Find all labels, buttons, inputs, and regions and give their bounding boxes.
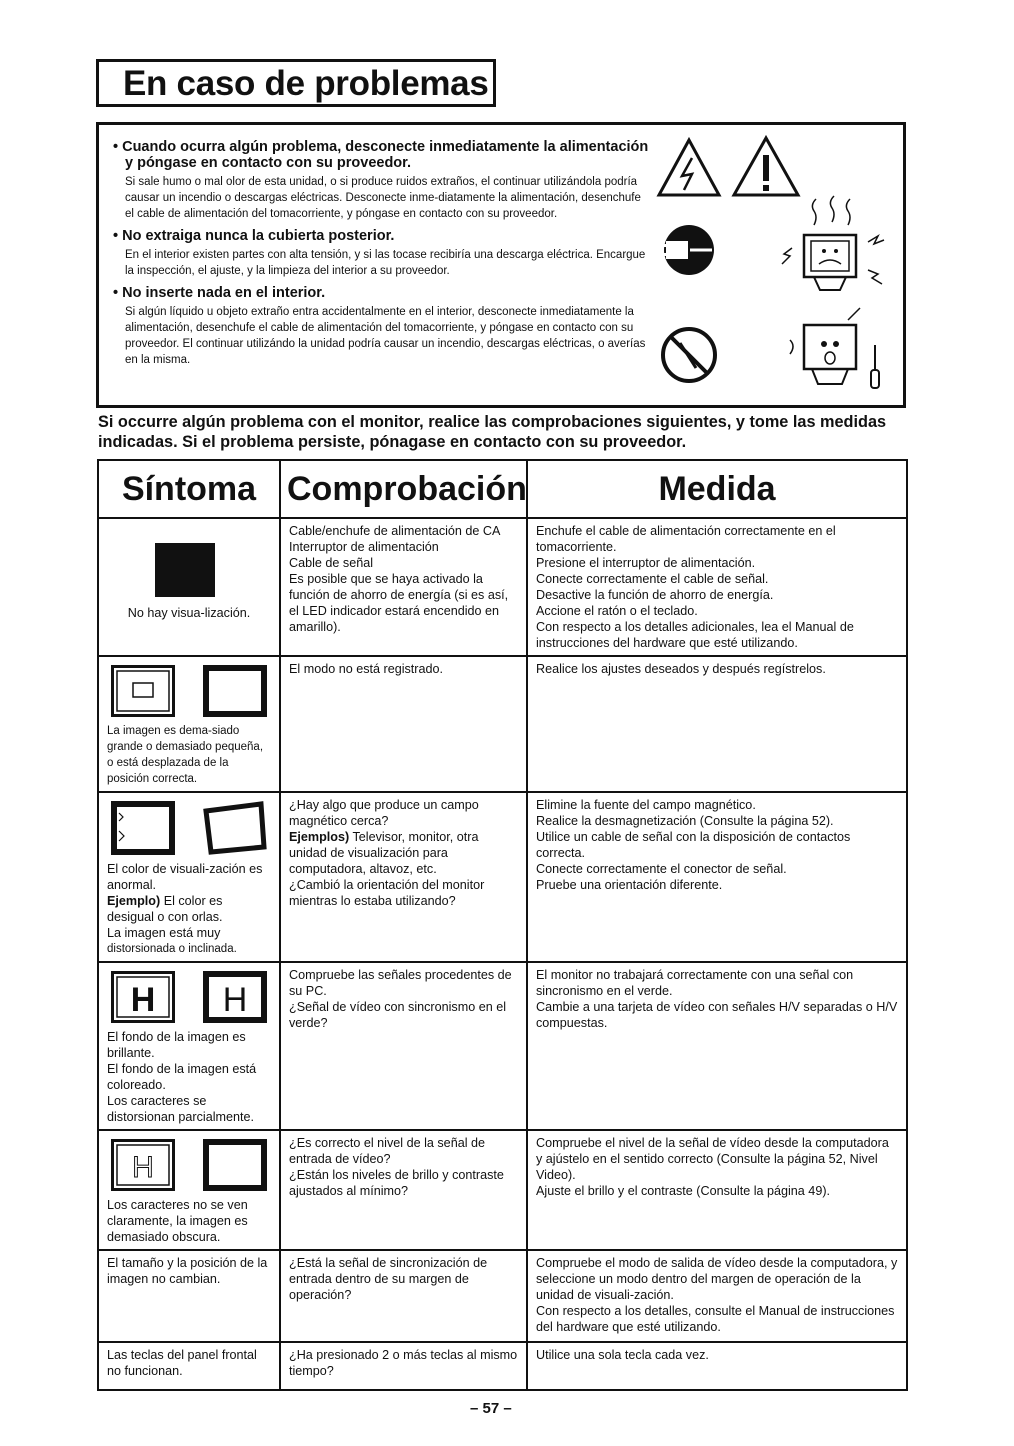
check-item: Es posible que se haya activado la función de ahorro de energía (si es así, el LED indicador estará encendido en amarillo). [289, 572, 509, 634]
action-cell [527, 656, 907, 792]
action-item: Con respecto a los detalles, consulte el Manual de instrucciones del hardware que esté utilizando. [536, 1304, 895, 1334]
symptom-text: No hay visua-lización. [127, 606, 251, 620]
warning-list [111, 139, 651, 374]
header-check: Comprobación [280, 460, 527, 518]
table-row [98, 962, 907, 1130]
table-header-row [98, 460, 907, 518]
table-row [98, 518, 907, 656]
dark-screen-icon [203, 1139, 267, 1191]
large-image-screen-icon [203, 665, 267, 717]
symptom-cell [98, 1342, 280, 1390]
small-image-screen-icon [111, 665, 175, 717]
action-cell [527, 1250, 907, 1342]
check-item: El modo no está registrado. [289, 662, 444, 676]
warning-illustrations [654, 130, 902, 405]
blurry-characters-screen-icon [111, 1139, 175, 1191]
symptom-icons [111, 801, 271, 855]
symptom-cell [98, 518, 280, 656]
check-item: ¿Es correcto el nivel de la señal de entrada de vídeo? [289, 1136, 486, 1166]
screen-letter: H [130, 981, 156, 1019]
symptom-text: Las teclas del panel frontal no funcionan. [107, 1348, 257, 1378]
check-item: Compruebe las señales procedentes de su PC. [289, 968, 512, 998]
symptom-example-label: Ejemplo) [107, 894, 161, 908]
check-example: Televisor, monitor, otra unidad de visualización para computadora, altavoz, etc. [289, 830, 479, 876]
action-item: Enchufe el cable de alimentación correctamente en el tomacorriente. [536, 524, 836, 554]
check-cell [280, 1250, 527, 1342]
bright-background-screen-icon [111, 971, 175, 1023]
symptom-text: Los caracteres se distorsionan parcialmente. [107, 1094, 255, 1124]
action-item: Pruebe una orientación diferente. [536, 878, 723, 892]
symptom-icons [111, 971, 271, 1023]
symptom-cell [98, 792, 280, 962]
warning-box [96, 122, 906, 408]
table-row [98, 1250, 907, 1342]
action-item: Realice los ajustes deseados y después regístrelos. [536, 662, 826, 676]
warning-body-2: En el interior existen partes con alta tensión, y si las tocase recibiría una descarga eléctrica. Encargue la inspección, el ajuste, y la limpieza del interior a su proveedor. [125, 249, 646, 277]
action-item: Compruebe el nivel de la señal de vídeo desde la computadora y ajústelo en el sentido correcto (Consulte la página 52, Nivel Video). [536, 1136, 889, 1182]
symptom-text: El fondo de la imagen es brillante. [107, 1030, 246, 1060]
action-cell [527, 1130, 907, 1250]
action-item: Realice la desmagnetización (Consulte la página 52). [536, 814, 834, 828]
warning-body-3: Si algún líquido u objeto extraño entra accidentalmente en el interior, desconecte inmediatamente la alimentación, desenchufe el cable de alimentación del tomacorriente, y póngase en contacto con su proveedor. El continuar utilizándo la unidad podría causar un incendio, descargas eléctricas, o averías en la misma. [125, 306, 646, 366]
check-cell [280, 1342, 527, 1390]
header-action: Medida [527, 460, 907, 518]
electric-shock-warning-icon [659, 140, 719, 195]
symptom-text: El tamaño y la posición de la imagen no cambian. [107, 1256, 268, 1286]
check-item: ¿Cambió la orientación del monitor mientras lo estaba utilizando? [289, 878, 485, 908]
symptom-cell [98, 1130, 280, 1250]
action-cell [527, 518, 907, 656]
warning-heading-2: • No extraiga nunca la cubierta posterior. [113, 228, 395, 244]
page-title-box [96, 59, 496, 107]
intro-text: Si occurre algún problema con el monitor, realice las comprobaciones siguientes, y tome las medidas indicadas. Si el problema persiste, pónagase en contacto con su proveedor. [98, 413, 887, 451]
page-number: – 57 – [470, 1400, 512, 1417]
symptom-cell [98, 1250, 280, 1342]
check-item: ¿Ha presionado 2 o más teclas al mismo tiempo? [289, 1348, 518, 1378]
colored-background-screen-icon [203, 971, 267, 1023]
action-item: Conecte correctamente el cable de señal. [536, 572, 769, 586]
check-cell [280, 656, 527, 792]
blank-screen-icon [155, 543, 215, 597]
check-item: ¿Están los niveles de brillo y contraste ajustados al mínimo? [289, 1168, 504, 1198]
action-item: Cambie a una tarjeta de vídeo con señales H/V separadas o H/V compuestas. [536, 1000, 898, 1030]
table-row [98, 792, 907, 962]
action-cell [527, 792, 907, 962]
symptom-text: Los caracteres no se ven claramente, la imagen es demasiado obscura. [107, 1198, 248, 1244]
table-row [98, 656, 907, 792]
page-title: En caso de problemas [123, 64, 489, 103]
symptom-cell [98, 656, 280, 792]
action-item: Compruebe el modo de salida de vídeo desde la computadora, y seleccione un modo dentro del margen de operación de la unidad de visuali-zación. [536, 1256, 898, 1302]
action-item: Conecte correctamente el conector de señal. [536, 862, 787, 876]
action-item: Utilice una sola tecla cada vez. [536, 1348, 709, 1362]
caution-warning-icon [734, 138, 798, 195]
tilted-image-screen-icon [203, 801, 267, 855]
warning-body-1: Si sale humo o mal olor de esta unidad, o si produce ruidos extraños, el continuar utilizándola podría causar un incendio o descargas eléctricas. Desconecte inme-diatamente la alimentación, desenchufe el cable de alimentación del tomacorriente, y póngase en contacto con su proveedor. [125, 176, 641, 220]
symptom-text: El color de visuali-zación es anormal. [107, 862, 263, 892]
check-item: ¿Hay algo que produce un campo magnético cerca? [289, 798, 479, 828]
check-example-label: Ejemplos) [289, 830, 350, 844]
check-cell [280, 518, 527, 656]
action-item: Elimine la fuente del campo magnético. [536, 798, 756, 812]
action-cell [527, 1342, 907, 1390]
symptom-icons [111, 665, 271, 717]
symptom-text: El fondo de la imagen está coloreado. [107, 1062, 257, 1092]
check-item: Interruptor de alimentación [289, 540, 439, 554]
action-item: Presione el interruptor de alimentación. [536, 556, 756, 570]
action-item: Accione el ratón o el teclado. [536, 604, 698, 618]
monitor-with-screwdriver-illustration [790, 308, 879, 388]
troubleshooting-table [97, 459, 908, 1391]
symptom-cell [98, 962, 280, 1130]
check-cell [280, 962, 527, 1130]
action-item: Utilice un cable de señal con la disposición de contactos correcta. [536, 830, 851, 860]
unplug-icon [658, 225, 714, 275]
action-cell [527, 962, 907, 1130]
check-cell [280, 792, 527, 962]
symptom-text: La imagen está muy [107, 926, 221, 940]
header-symptom: Síntoma [98, 460, 280, 518]
screen-letter: H [132, 1151, 154, 1184]
warning-heading-1: • Cuando ocurra algún problema, desconecte inmediatamente la alimentación y póngase en contacto con su proveedor. [113, 139, 649, 171]
action-item: Desactive la función de ahorro de energía. [536, 588, 774, 602]
color-fringe-screen-icon [111, 801, 175, 855]
screen-letter: H [222, 981, 248, 1019]
check-item: Cable/enchufe de alimentación de CA [289, 524, 501, 538]
check-item: Cable de señal [289, 556, 374, 570]
symptom-text: distorsionada o inclinada. [107, 943, 237, 955]
no-insert-prohibited-icon [663, 329, 715, 381]
table-row [98, 1342, 907, 1390]
check-cell [280, 1130, 527, 1250]
symptom-text: La imagen es dema-siado grande o demasiado pequeña, o está desplazada de la posición correcta. [107, 725, 264, 785]
check-item: ¿Señal de vídeo con sincronismo en el verde? [289, 1000, 507, 1030]
symptom-icons [111, 1139, 271, 1191]
action-item: Con respecto a los detalles adicionales, lea el Manual de instrucciones del hardware que esté utilizando. [536, 620, 854, 650]
warning-heading-3: • No inserte nada en el interior. [113, 285, 326, 301]
check-item: ¿Está la señal de sincronización de entrada dentro de su margen de operación? [289, 1256, 488, 1302]
action-item: El monitor no trabajará correctamente con una señal con sincronismo en el verde. [536, 968, 854, 998]
table-row [98, 1130, 907, 1250]
smoking-monitor-illustration [782, 196, 884, 290]
symptom-example: El color es desigual o con orlas. [107, 894, 223, 924]
action-item: Ajuste el brillo y el contraste (Consulte la página 49). [536, 1184, 831, 1198]
